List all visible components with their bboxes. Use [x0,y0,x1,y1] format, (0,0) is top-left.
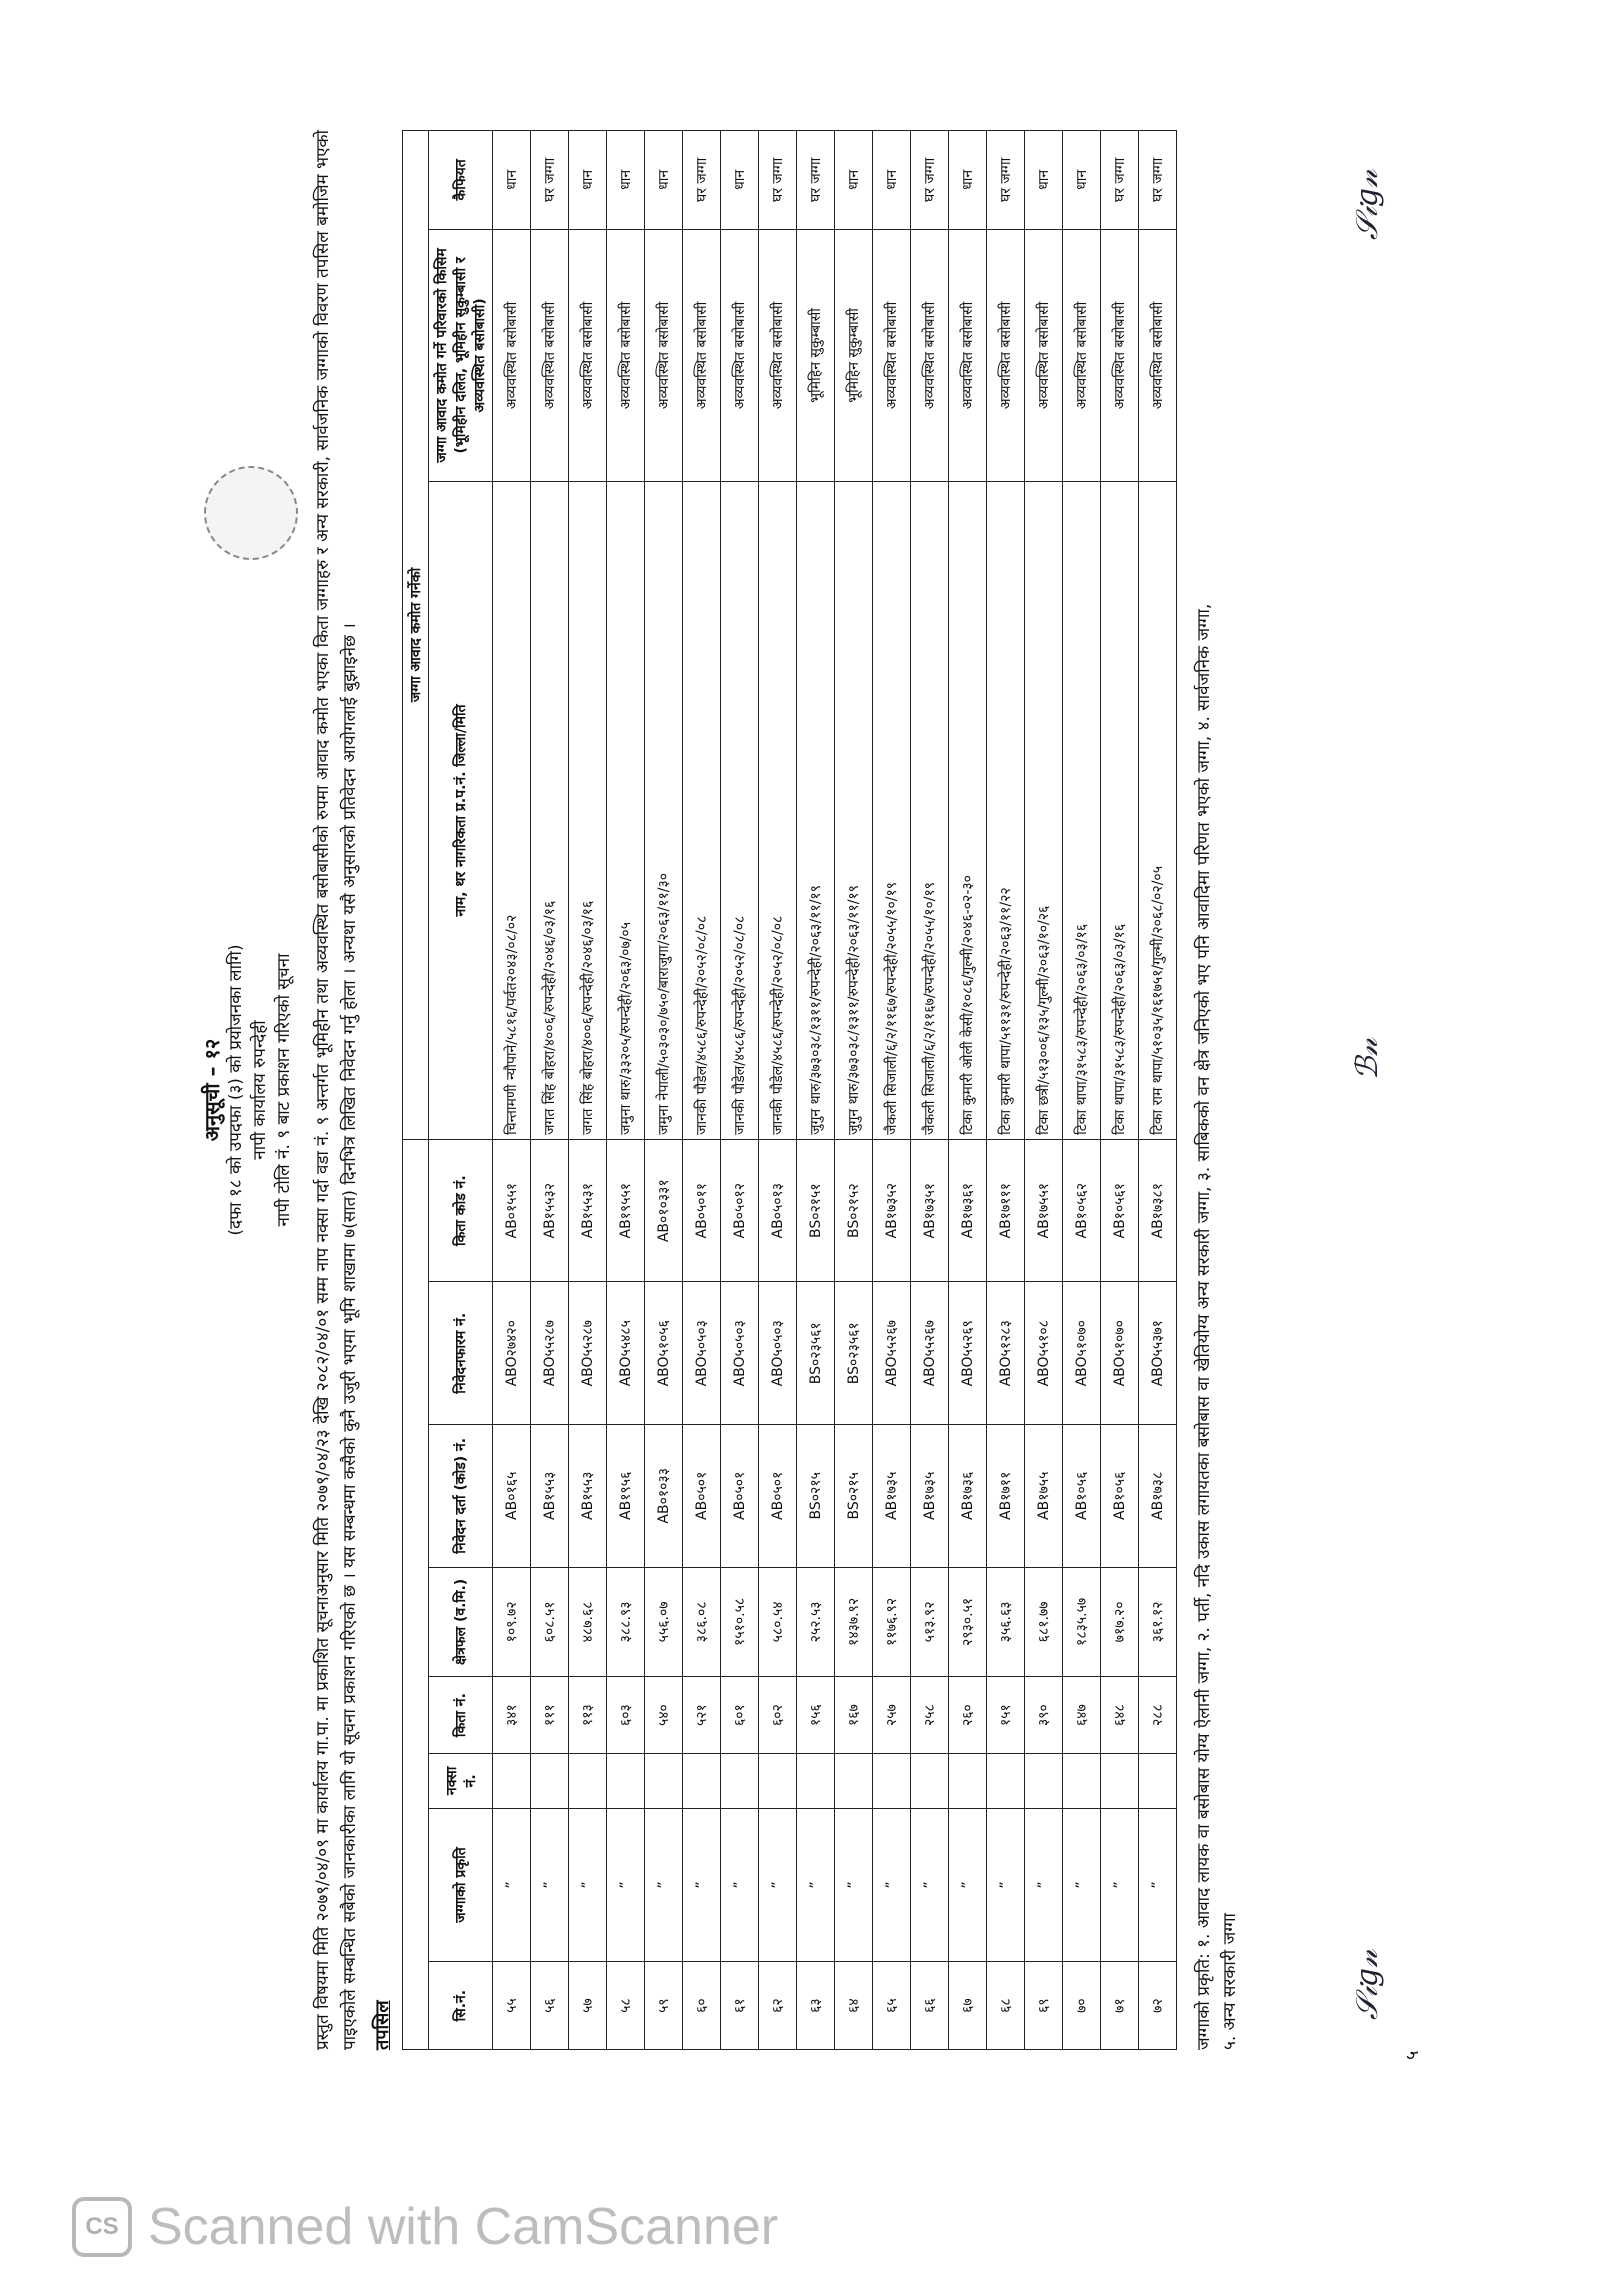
cell-application-code: AB१७३५ [911,1425,949,1568]
cell-land-nature: ” [987,1808,1025,1962]
cell-family-type: अव्यवस्थित बसोबासी [721,229,759,481]
document-header [200,100,296,2080]
cell-land-nature: ” [569,1808,607,1962]
annex-title: अनुसूची – १२ [200,1038,224,1142]
cell-name-details: टिका छत्री/५१३००६/१३५/गुल्मी/२०६३/१०/२६ [1025,482,1063,1140]
cell-map-no [797,1753,835,1808]
cell-plot-no: ५४० [645,1677,683,1754]
cell-map-no [835,1753,873,1808]
cell-sn: ६२ [759,1962,797,2050]
cell-area: १५१०.५८ [721,1567,759,1677]
cell-map-no [721,1753,759,1808]
cell-application-code: AB१७३५ [873,1425,911,1568]
cell-name-details: टिका कुमारी ओली केसी/१०८६/गुल्मी/२०४६-०२-३० [949,482,987,1140]
header-area: क्षेत्रफल (व.मि.) [429,1567,493,1677]
cell-remarks: घर जग्गा [1139,131,1177,230]
cell-area: ५५६.०७ [645,1567,683,1677]
cell-plot-no: २६० [949,1677,987,1754]
cell-land-nature: ” [949,1808,987,1962]
cell-land-nature: ” [873,1808,911,1962]
table-group-header-row [403,131,429,2050]
cell-name-details: टिका थापा/३१५८३/रुपन्देही/२०६३/०३/१६ [1101,482,1139,1140]
cell-remarks: धान [721,131,759,230]
cell-area: ६०८.५१ [531,1567,569,1677]
cell-land-nature: ” [683,1808,721,1962]
cell-form-no: ABO५५२६७ [873,1282,911,1425]
cell-land-nature: ” [645,1808,683,1962]
cell-name-details: जमुना नेपाली/५०३०३०/७५०/बाराजुगा/२०६३/११/३० [645,482,683,1140]
cell-remarks: धान [645,131,683,230]
cell-sn: ७० [1063,1962,1101,2050]
notice-line: नापी टोलि नं. ९ बाट प्रकाशन गरिएको सूचना [274,953,294,1227]
cell-plot-code: AB०१५५१ [493,1139,531,1282]
cell-plot-code: AB०१०३३१ [645,1139,683,1282]
cell-plot-code: AB१७३५१ [911,1139,949,1282]
cell-plot-no: ६४८ [1101,1677,1139,1754]
table-row [1139,131,1177,2050]
cell-map-no [1063,1753,1101,1808]
cell-name-details: जुगुन थारु/३७३०३८/१३११/रुपन्देही/२०६३/११/१९ [835,482,873,1140]
cell-land-nature: ” [1025,1808,1063,1962]
cell-map-no [759,1753,797,1808]
cell-plot-no: १५१ [987,1677,1025,1754]
cell-map-no [873,1753,911,1808]
cell-remarks: धान [835,131,873,230]
cell-remarks: धान [493,131,531,230]
cell-map-no [1025,1753,1063,1808]
cell-map-no [1101,1753,1139,1808]
cell-plot-no: ३९० [1025,1677,1063,1754]
table-row [531,131,569,2050]
cell-plot-code: AB१७३६१ [949,1139,987,1282]
cell-family-type: अव्यवस्थित बसोबासी [1139,229,1177,481]
cell-family-type: भूमिहिन सुकुम्बासी [835,229,873,481]
header-name-details: नाम, थर नागरिकता प्र.प.नं. जिल्ला/मिति [429,482,493,1140]
cell-sn: ६८ [987,1962,1025,2050]
cell-map-no [607,1753,645,1808]
purpose-line: (दफा १८ को उपदफा (३) को प्रयोजनका लागि) [226,944,246,1236]
cell-sn: ६४ [835,1962,873,2050]
cell-application-code: AB१७५५ [1025,1425,1063,1568]
cell-name-details: जानकी पौडेल/४५८६/रुपन्देही/२०५२/०८/०८ [683,482,721,1140]
cell-family-type: अव्यवस्थित बसोबासी [683,229,721,481]
cell-sn: ५९ [645,1962,683,2050]
cell-area: १८३५.५७ [1063,1567,1101,1677]
cell-sn: ६९ [1025,1962,1063,2050]
cell-application-code: AB०५०१ [721,1425,759,1568]
cell-map-no [493,1753,531,1808]
cell-area: ३८६.०८ [683,1567,721,1677]
land-nature-notes [1191,130,1243,2050]
cell-name-details: टिका थापा/३१५८३/रुपन्देही/२०६३/०३/१६ [1063,482,1101,1140]
cell-family-type: अव्यवस्थित बसोबासी [645,229,683,481]
cell-land-nature: ” [911,1808,949,1962]
cell-area: ३६१.१२ [1139,1567,1177,1677]
cell-application-code: AB१०५६ [1101,1425,1139,1568]
header-plot-no: किता नं. [429,1677,493,1754]
cell-area: ४८७.६८ [569,1567,607,1677]
cell-area: २५२.५३ [797,1567,835,1677]
other-note: ५. अन्य सरकारी जग्गा [1220,1913,1240,2050]
cell-family-type: अव्यवस्थित बसोबासी [1101,229,1139,481]
cell-application-code: AB१७३६ [949,1425,987,1568]
cell-plot-code: AB१७३८१ [1139,1139,1177,1282]
cell-family-type: अव्यवस्थित बसोबासी [987,229,1025,481]
cell-plot-code: AB१७५५१ [1025,1139,1063,1282]
cell-plot-no: २५८ [911,1677,949,1754]
cell-plot-no: ६०१ [721,1677,759,1754]
cell-application-code: BS०२१५ [797,1425,835,1568]
cell-land-nature: ” [607,1808,645,1962]
cell-sn: ७१ [1101,1962,1139,2050]
cell-land-nature: ” [797,1808,835,1962]
cell-land-nature: ” [1063,1808,1101,1962]
cell-name-details: जगत सिंह बोहरा/४००६/रुपन्देही/२०४६/०३/१६ [531,482,569,1140]
cell-name-details: जमुना थारु/३३२०५/रुपन्देही/२०६३/०७/०५ [607,482,645,1140]
cell-name-details: जानकी पौडेल/४५८६/रुपन्देही/२०५२/०८/०८ [759,482,797,1140]
cell-form-no: ABO५५२६९ [949,1282,987,1425]
cell-form-no: ABO५१०७० [1101,1282,1139,1425]
intro-paragraph: प्रस्तुत विषयमा मिति २०७९/०४/०९ मा कार्यालय गा.पा. मा प्रकाशित सूचनाअनुसार मिति २०७९/०४/२३ देखि २०८२/०४/०१ सम्म नाप नक्सा गर्दा वडा नं. ९ अन्तर्गत भूमिहीन तथा अव्यवस्थित बसोबासीको रुपमा आवाद कमोत भएका किता जग्गाहरु र अन्य सरकारी, सार्वजनिक जग्गाको विवरण तपसिल बमोजिम भएको पाइएकोले सम्बन्धित सबैको जानकारीका लागि यो सूचना प्रकाशन गरिएको छ । यस सम्बन्धमा कसैको कुनै उजुरी भएमा भूमि शाखामा ७(सात) दिनभित्र लिखित निवेदन गर्नु होला । अन्यथा यसै अनुसारको प्रतिवेदन आयोगलाई बुझाइनेछ । [313,130,360,2050]
cell-family-type: अव्यवस्थित बसोबासी [949,229,987,481]
cell-plot-no: ३४१ [493,1677,531,1754]
cell-plot-code: AB०५०११ [683,1139,721,1282]
cell-family-type: अव्यवस्थित बसोबासी [531,229,569,481]
cell-name-details: जगत सिंह बोहरा/४००६/रुपन्देही/२०४६/०३/१६ [569,482,607,1140]
cell-form-no: ABO५०५०३ [759,1282,797,1425]
cell-sn: ५६ [531,1962,569,2050]
cell-area: ५१३.९२ [911,1567,949,1677]
table-row [949,131,987,2050]
cell-sn: ६५ [873,1962,911,2050]
header-map-no: नक्सा नं. [429,1753,493,1808]
header-family-type: जग्गा आवाद कमोत गर्ने परिवारको किसिम (भूमिहीन दलित, भूमिहीन सुकुम्बासी र अव्यवस्थित बसोबासी) [429,229,493,481]
cell-map-no [569,1753,607,1808]
office-name: नापी कार्यालय रुपन्देही [250,1020,270,1160]
cell-name-details: जानकी पौडेल/४५८६/रुपन्देही/२०५२/०८/०८ [721,482,759,1140]
cell-sn: ६३ [797,1962,835,2050]
table-row [569,131,607,2050]
cell-application-code: AB१७३८ [1139,1425,1177,1568]
cell-family-type: अव्यवस्थित बसोबासी [493,229,531,481]
cell-remarks: घर जग्गा [531,131,569,230]
cell-form-no: ABO५५२८७ [569,1282,607,1425]
cell-land-nature: ” [1139,1808,1177,1962]
cell-name-details: टिका कुमारी थापा/५११३१/रुपन्देही/२०६३/११/२२ [987,482,1025,1140]
cell-application-code: AB१७११ [987,1425,1025,1568]
cell-form-no: ABO५१२८३ [987,1282,1025,1425]
cell-form-no: ABO५५२६७ [911,1282,949,1425]
cell-family-type: अव्यवस्थित बसोबासी [1025,229,1063,481]
cell-remarks: घर जग्गा [797,131,835,230]
table-row [1063,131,1101,2050]
cell-family-type: भूमिहिन सुकुम्बासी [797,229,835,481]
header-remarks: कैफियत [429,131,493,230]
cell-sn: ५५ [493,1962,531,2050]
cell-land-nature: ” [721,1808,759,1962]
cell-plot-no: २८८ [1139,1677,1177,1754]
cell-remarks: धान [1063,131,1101,230]
cell-land-nature: ” [1101,1808,1139,1962]
cell-plot-no: ५२१ [683,1677,721,1754]
table-row [1101,131,1139,2050]
cell-area: ३५६.६३ [987,1567,1025,1677]
cell-name-details: टिका राम थापा/५१०३५/१६१७५१/गुल्मी/२०६८/०२/०५ [1139,482,1177,1140]
cell-family-type: अव्यवस्थित बसोबासी [569,229,607,481]
cell-remarks: धान [569,131,607,230]
cell-plot-no: १६७ [835,1677,873,1754]
signature-left: 𝒮𝒾𝑔𝓃 [1350,169,1385,240]
table-row [911,131,949,2050]
cell-form-no: ABO५०५०३ [721,1282,759,1425]
cell-remarks: घर जग्गा [911,131,949,230]
table-row [1025,131,1063,2050]
cell-family-type: अव्यवस्थित बसोबासी [607,229,645,481]
camscanner-watermark [72,2195,778,2259]
cell-form-no: ABO५५२८७ [531,1282,569,1425]
cell-plot-code: AB१५५३२ [531,1139,569,1282]
cell-sn: ५८ [607,1962,645,2050]
cell-form-no: BS०२३५६१ [797,1282,835,1425]
cell-application-code: BS०२१५ [835,1425,873,1568]
cell-plot-code: BS०२१५२ [835,1139,873,1282]
cell-sn: ६० [683,1962,721,2050]
cell-sn: ५७ [569,1962,607,2050]
table-row [759,131,797,2050]
cell-family-type: अव्यवस्थित बसोबासी [873,229,911,481]
cell-area: १४३७.९२ [835,1567,873,1677]
cell-form-no: ABO५५१०८ [1025,1282,1063,1425]
tasil-label: तपसिल [372,2000,393,2050]
cell-remarks: धान [1025,131,1063,230]
cell-remarks: धान [607,131,645,230]
cell-plot-code: BS०२१५१ [797,1139,835,1282]
cell-sn: ६६ [911,1962,949,2050]
header-form-no: निवेदनफारम नं. [429,1282,493,1425]
cell-application-code: AB०५०१ [683,1425,721,1568]
cell-sn: ६७ [949,1962,987,2050]
cell-plot-no: १५६ [797,1677,835,1754]
cell-family-type: अव्यवस्थित बसोबासी [1063,229,1101,481]
page-mark: ५ [1402,2050,1423,2060]
table-row [835,131,873,2050]
cell-area: १०९.७२ [493,1567,531,1677]
cell-name-details: चिन्तामणी न्यौपाने/५८१६/पर्वत२०४३/०८/०२ [493,482,531,1140]
cell-remarks: धान [949,131,987,230]
signature-right: 𝒮𝒾𝑔𝓃 [1350,1949,1385,2020]
group-header: जग्गा आवाद कमोत गर्नेको [403,131,429,1140]
document-sheet [200,100,1460,2080]
cell-application-code: AB१९५६ [607,1425,645,1568]
cell-map-no [683,1753,721,1808]
cell-map-no [911,1753,949,1808]
cell-plot-code: AB१७१११ [987,1139,1025,1282]
table-row [645,131,683,2050]
cell-remarks: घर जग्गा [987,131,1025,230]
cell-sn: ७२ [1139,1962,1177,2050]
cell-plot-code: AB१९५५१ [607,1139,645,1282]
cell-land-nature: ” [531,1808,569,1962]
watermark-text: Scanned with CamScanner [148,2198,779,2256]
camscanner-logo-icon: CS [72,2197,132,2257]
cell-plot-no: ६०३ [607,1677,645,1754]
table-row [987,131,1025,2050]
cell-form-no: ABO५५४८५ [607,1282,645,1425]
cell-area: ३८८.९३ [607,1567,645,1677]
cell-family-type: अव्यवस्थित बसोबासी [759,229,797,481]
cell-form-no: ABO२७४२० [493,1282,531,1425]
cell-form-no: ABO५०५०३ [683,1282,721,1425]
cell-plot-code: AB१०५६२ [1063,1139,1101,1282]
header-application-code: निवेदन दर्ता (कोड) नं. [429,1425,493,1568]
cell-application-code: AB०१६५ [493,1425,531,1568]
signature-middle: ℬ𝓃 [1350,1037,1385,1080]
cell-application-code: AB०१०३३ [645,1425,683,1568]
cell-area: ७१७.२० [1101,1567,1139,1677]
table-body [493,131,1177,2050]
table-row [607,131,645,2050]
cell-plot-code: AB१५५३१ [569,1139,607,1282]
cell-form-no: BS०२३५६१ [835,1282,873,1425]
cell-map-no [987,1753,1025,1808]
nature-note: जग्गाको प्रकृति: १. आवाद लायक वा बसोबास योग्य ऐलानी जग्गा, २. पर्ती, नदि उकास लगायतका बसोबास वा खेतियोग्य अन्य सरकारी जग्गा, ३. साबिकको वन क्षेत्र जनिएको भए पनि आवादिमा परिणत भएको जग्गा, ४. सार्वजनिक जग्गा, [1194,603,1214,2050]
header-land-nature: जग्गाको प्रकृति [429,1808,493,1962]
cell-map-no [949,1753,987,1808]
cell-form-no: ABO५५३७१ [1139,1282,1177,1425]
cell-plot-no: १११ [531,1677,569,1754]
cell-name-details: जैकली सिजाली/६/२/११६७/रुपन्देही/२०५५/१०/१९ [873,482,911,1140]
cell-area: ५८०.५४ [759,1567,797,1677]
cell-plot-code: AB०५०१२ [721,1139,759,1282]
cell-plot-code: AB१७३५२ [873,1139,911,1282]
cell-plot-no: २५७ [873,1677,911,1754]
cell-name-details: जैकली सिजाली/६/२/११६७/रुपन्देही/२०५५/१०/१९ [911,482,949,1140]
cell-application-code: AB०५०१ [759,1425,797,1568]
cell-sn: ६१ [721,1962,759,2050]
cell-area: २९३०.५१ [949,1567,987,1677]
cell-map-no [645,1753,683,1808]
cell-family-type: अव्यवस्थित बसोबासी [911,229,949,481]
cell-application-code: AB१५५३ [569,1425,607,1568]
cell-remarks: घर जग्गा [1101,131,1139,230]
cell-remarks: घर जग्गा [683,131,721,230]
cell-remarks: घर जग्गा [759,131,797,230]
table-row [683,131,721,2050]
cell-plot-no: ६०२ [759,1677,797,1754]
cell-form-no: ABO५१०७० [1063,1282,1101,1425]
cell-remarks: धान [873,131,911,230]
table-row [797,131,835,2050]
header-plot-code: किता कोड नं. [429,1139,493,1282]
cell-land-nature: ” [759,1808,797,1962]
cell-land-nature: ” [835,1808,873,1962]
header-sn: सि.नं. [429,1962,493,2050]
cell-name-details: जुगुन थारु/३७३०३८/१३११/रुपन्देही/२०६३/११/१९ [797,482,835,1140]
cell-plot-no: ११३ [569,1677,607,1754]
table-row [721,131,759,2050]
cell-map-no [531,1753,569,1808]
cell-map-no [1139,1753,1177,1808]
cell-plot-no: ६४७ [1063,1677,1101,1754]
cell-application-code: AB१५५३ [531,1425,569,1568]
table-header-row [429,131,493,2050]
cell-application-code: AB१०५६ [1063,1425,1101,1568]
cell-area: ११७६.९२ [873,1567,911,1677]
cell-form-no: ABO५१०५६ [645,1282,683,1425]
land-table [402,130,1177,2050]
table-row [493,131,531,2050]
cell-plot-code: AB१०५६१ [1101,1139,1139,1282]
cell-land-nature: ” [493,1808,531,1962]
cell-area: ६८१.७७ [1025,1567,1063,1677]
cell-plot-code: AB०५०१३ [759,1139,797,1282]
office-stamp [204,466,298,560]
table-row [873,131,911,2050]
